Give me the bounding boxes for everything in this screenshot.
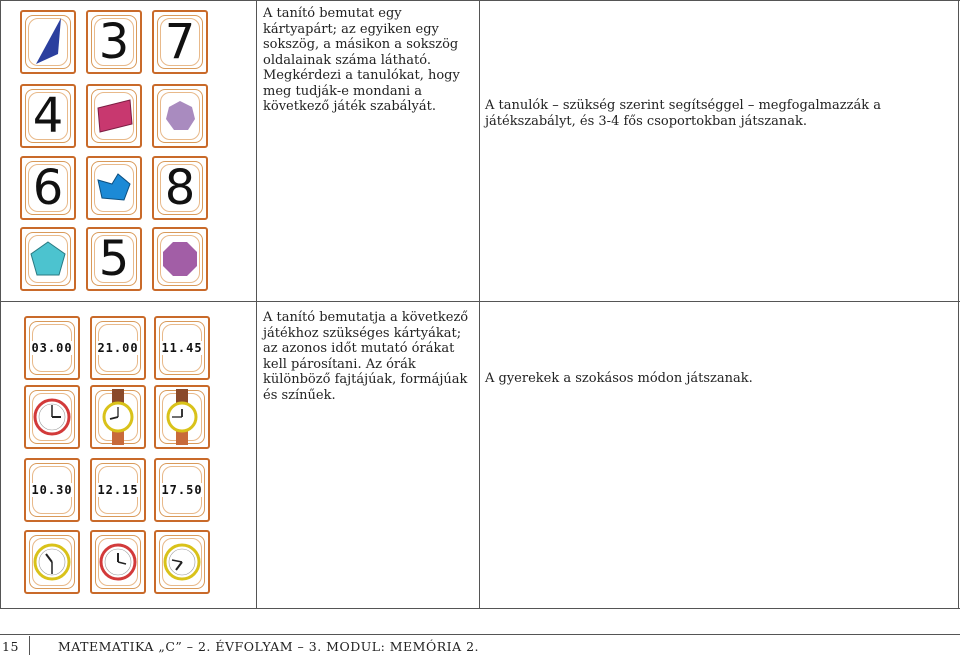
card-digital-time [154, 458, 210, 522]
row2-student-activity: A gyerekek a szokásos módon játszanak. [485, 371, 753, 386]
column-divider-1 [256, 0, 257, 609]
wristwatch-icon [164, 389, 200, 445]
table-bottom-border [0, 608, 960, 609]
octagon-icon [160, 239, 200, 279]
table-left-border [0, 0, 1, 609]
card-shape [152, 227, 208, 291]
digital-time: 17.50 [161, 483, 203, 497]
card-shape [86, 156, 142, 220]
card-analog-clock [24, 385, 80, 449]
card-analog-clock [24, 530, 80, 594]
card-number-value: 7 [164, 14, 196, 70]
card-number-value: 4 [32, 88, 64, 144]
digital-time: 12.15 [97, 483, 139, 497]
wristwatch-icon [100, 389, 136, 445]
wall-clock-icon [32, 397, 72, 437]
column-divider-2 [479, 0, 480, 609]
card-digital-time [24, 316, 80, 380]
card-number [86, 227, 142, 291]
card-number [20, 84, 76, 148]
page-number: 15 [2, 639, 19, 654]
card-shape [20, 10, 76, 74]
card-number [86, 10, 142, 74]
row-divider [0, 301, 960, 302]
footer-separator [29, 636, 30, 655]
triangle-icon [28, 14, 68, 70]
digital-time: 11.45 [161, 341, 203, 355]
card-analog-clock [154, 385, 210, 449]
card-digital-time [154, 316, 210, 380]
card-analog-clock [90, 530, 146, 594]
card-number-value: 3 [98, 14, 130, 70]
table-right-border [958, 0, 959, 609]
wall-clock-icon [98, 542, 138, 582]
card-digital-time [90, 316, 146, 380]
card-analog-clock [154, 530, 210, 594]
rectangle-icon [92, 96, 136, 136]
pentagon-icon [28, 239, 68, 279]
wall-clock-icon [162, 542, 202, 582]
card-number-value: 8 [164, 160, 196, 216]
card-shape [152, 84, 208, 148]
row1-teacher-instructions: A tanító bemutat egy kártyapárt; az egyiken egy sokszög, a másikon a sokszög oldalainak száma látható. Megkérdezi a tanulókat, hogy meg tudják-e mondani a következő játék szabályát. [263, 6, 460, 114]
card-number [152, 10, 208, 74]
card-shape [86, 84, 142, 148]
card-analog-clock [90, 385, 146, 449]
hexagon-icon [94, 170, 134, 206]
wall-clock-icon [32, 542, 72, 582]
row2-teacher-instructions: A tanító bemutatja a következő játékhoz szükséges kártyákat; az azonos időt mutató órákat kell párosítani. Az órák különböző fajtájúak, formájúak és színűek. [263, 310, 469, 403]
page-footer [0, 636, 960, 655]
digital-time: 03.00 [31, 341, 73, 355]
digital-time: 10.30 [31, 483, 73, 497]
footer-title: MATEMATIKA „C” – 2. ÉVFOLYAM – 3. MODUL: MEMÓRIA 2. [58, 639, 479, 654]
heptagon-icon [163, 99, 197, 133]
digital-time: 21.00 [97, 341, 139, 355]
card-shape [20, 227, 76, 291]
card-digital-time [24, 458, 80, 522]
row1-student-activity: A tanulók – szükség szerint segítséggel – megfogalmazzák a játékszabályt, és 3-4 fős csoportokban játszanak. [485, 98, 881, 129]
card-number-value: 5 [98, 231, 130, 287]
card-number [152, 156, 208, 220]
card-number-value: 6 [32, 160, 64, 216]
card-number [20, 156, 76, 220]
card-digital-time [90, 458, 146, 522]
footer-rule [0, 634, 960, 635]
table-top-border [0, 0, 960, 1]
